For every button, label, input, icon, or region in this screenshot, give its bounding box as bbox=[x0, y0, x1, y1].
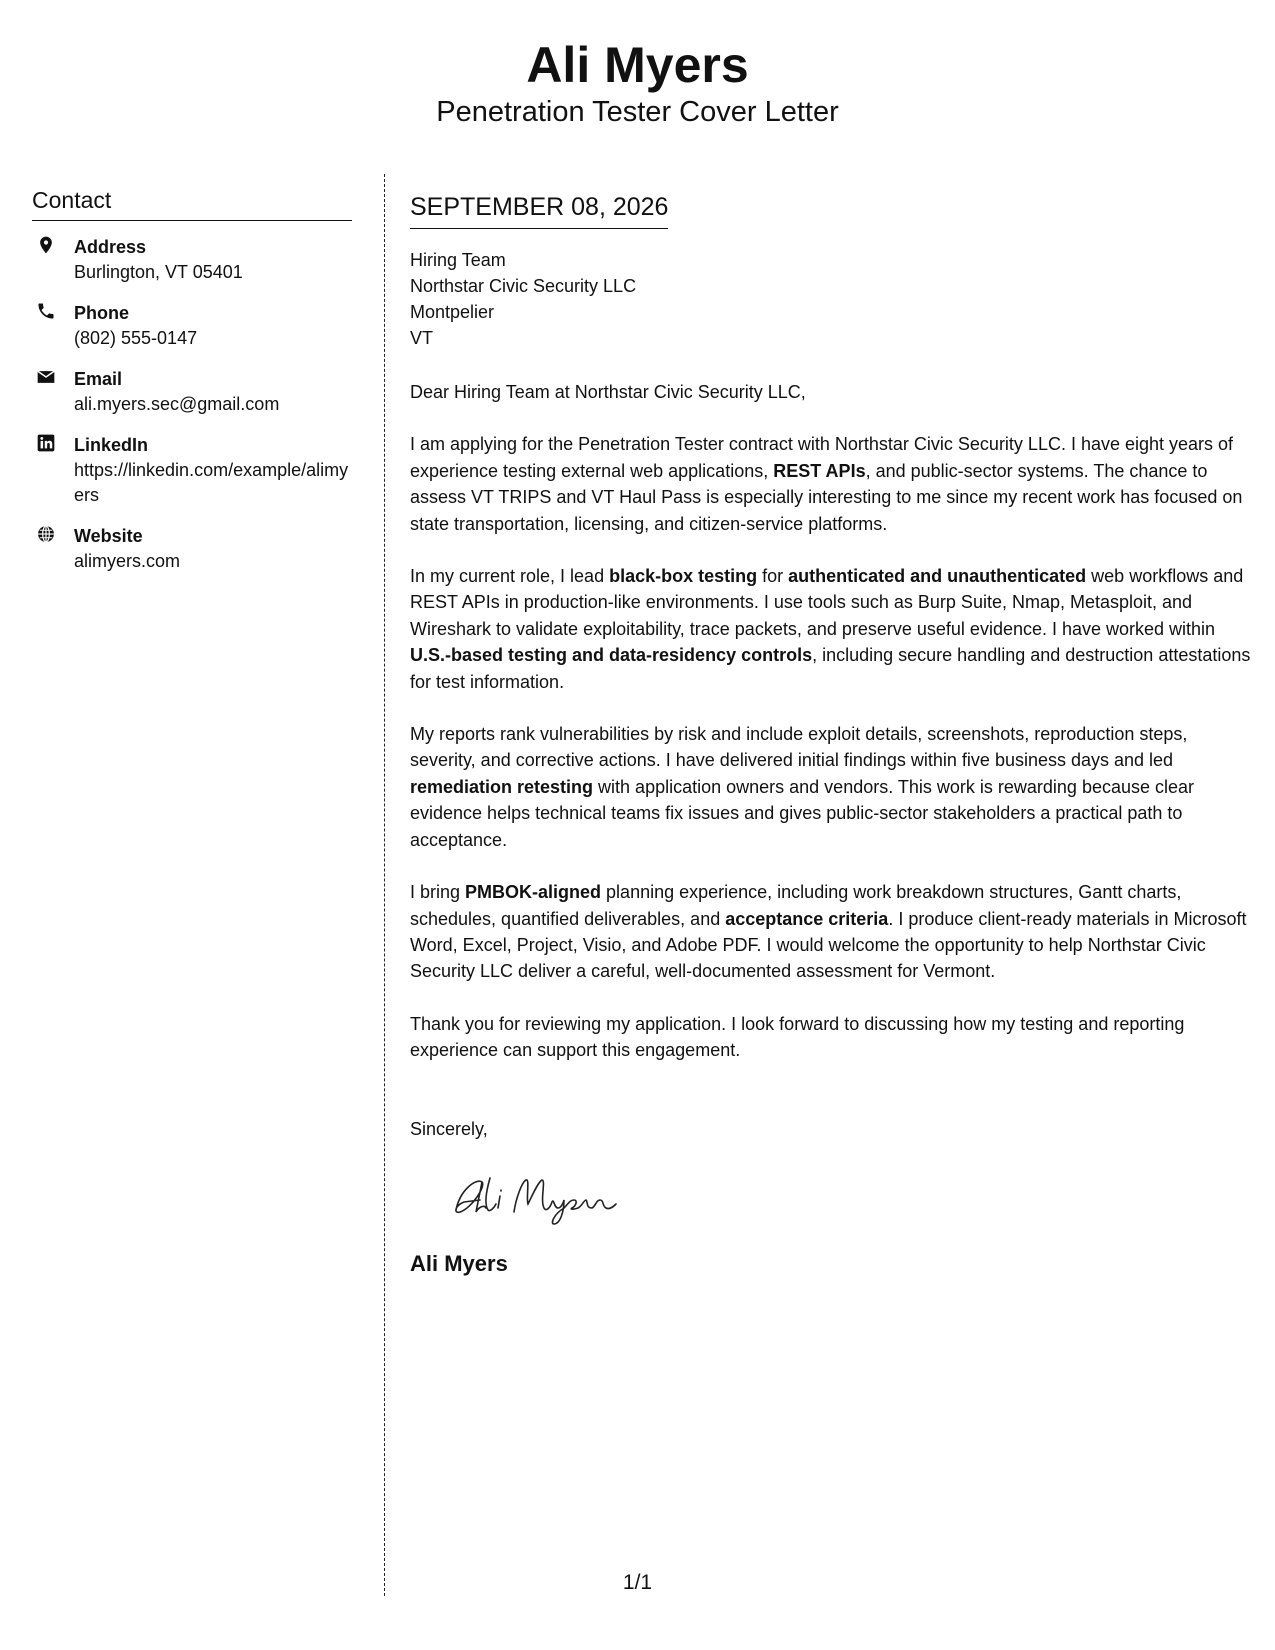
body-text: My reports rank vulnerabilities by risk and include exploit details, screenshots, reproduction steps, severity, and corrective actions. I have delivered initial findings within five business days and led bbox=[410, 724, 1188, 771]
body-text: for bbox=[757, 566, 789, 587]
body-text: I am applying for the Penetration Tester contract with Northstar Civic Security LLC. I have eight years of experience testing external web applications, bbox=[410, 434, 1234, 481]
recipient-line: Hiring Team bbox=[410, 250, 506, 270]
emphasis-text: authenticated and unauthenticated bbox=[788, 566, 1087, 587]
contact-item-email bbox=[32, 367, 352, 417]
map-pin-icon bbox=[36, 235, 58, 257]
contact-sidebar bbox=[32, 186, 352, 590]
contact-heading: Contact bbox=[32, 186, 352, 221]
body-text: with application owners and vendors. This work is rewarding because clear evidence helps technical teams fix issues and gives public-sector stakeholders a practical path to acceptance. bbox=[410, 776, 1195, 850]
body-text: Thank you for reviewing my application. I look forward to discussing how my testing and reporting experience can support this engagement. bbox=[410, 1013, 1185, 1061]
emphasis-text: remediation retesting bbox=[410, 776, 594, 797]
letter-header bbox=[0, 36, 1275, 130]
body-text: web workflows and REST APIs in production-like environments. I use tools such as Burp Suite, Nmap, Metasploit, and Wireshark to validate exploitability, trace packets, and preserve useful evidence. I have worked within bbox=[410, 566, 1244, 639]
contact-item-website bbox=[32, 524, 352, 574]
emphasis-text: REST APIs bbox=[773, 460, 866, 481]
column-divider bbox=[384, 174, 385, 1596]
letter-paragraphs bbox=[410, 431, 1255, 1063]
letter-greeting: Dear Hiring Team at Northstar Civic Security LLC, bbox=[410, 382, 806, 402]
contact-label: Phone bbox=[74, 303, 130, 323]
letter-paragraph bbox=[410, 1011, 1255, 1064]
body-text: , and public-sector systems. The chance to assess VT TRIPS and VT Haul Pass is especially interesting to me since my recent work has focused on state transportation, licensing, and citizen-service platforms. bbox=[410, 460, 1243, 534]
emphasis-text: black-box testing bbox=[609, 566, 758, 587]
contact-item-phone bbox=[32, 301, 352, 351]
contact-value-linkedin[interactable]: https://linkedin.com/example/alimyers bbox=[74, 460, 349, 505]
contact-value-address: Burlington, VT 05401 bbox=[74, 262, 243, 282]
contact-label: LinkedIn bbox=[74, 435, 149, 455]
contact-item-address bbox=[32, 235, 352, 285]
recipient-block bbox=[410, 247, 1255, 351]
letter-body bbox=[410, 192, 1255, 1278]
contact-label: Address bbox=[74, 237, 147, 257]
contact-value-email[interactable]: ali.myers.sec@gmail.com bbox=[74, 394, 280, 414]
body-text: , including secure handling and destruction attestations for test information. bbox=[410, 645, 1251, 692]
envelope-icon bbox=[36, 367, 58, 389]
applicant-name: Ali Myers bbox=[526, 37, 749, 93]
letter-paragraph bbox=[410, 879, 1255, 985]
contact-label: Website bbox=[74, 526, 143, 546]
letter-date: SEPTEMBER 08, 2026 bbox=[410, 192, 668, 229]
recipient-line: Montpelier bbox=[410, 302, 495, 322]
contact-value-website[interactable]: alimyers.com bbox=[74, 551, 181, 571]
globe-icon bbox=[36, 524, 58, 546]
signed-name: Ali Myers bbox=[410, 1250, 508, 1276]
recipient-line: Northstar Civic Security LLC bbox=[410, 276, 637, 296]
letter-closing: Sincerely, bbox=[410, 1118, 488, 1139]
contact-label: Email bbox=[74, 369, 123, 389]
letter-paragraph bbox=[410, 431, 1255, 537]
recipient-line: VT bbox=[410, 328, 434, 348]
contact-value-phone: (802) 555-0147 bbox=[74, 328, 198, 348]
emphasis-text: acceptance criteria bbox=[725, 908, 889, 929]
contact-item-linkedin bbox=[32, 433, 352, 508]
letter-paragraph bbox=[410, 563, 1255, 695]
phone-icon bbox=[36, 301, 58, 323]
body-text: . I produce client-ready materials in Microsoft Word, Excel, Project, Visio, and Adobe PDF. I would welcome the opportunity to help Northstar Civic Security LLC deliver a careful, well-documented assessment for Vermont. bbox=[410, 908, 1247, 982]
linkedin-icon bbox=[36, 433, 58, 455]
emphasis-text: PMBOK-aligned bbox=[465, 882, 602, 903]
handwritten-signature bbox=[446, 1168, 646, 1228]
page-number: 1/1 bbox=[622, 1571, 653, 1594]
body-text: planning experience, including work breakdown structures, Gantt charts, schedules, quantified deliverables, and bbox=[410, 882, 1182, 929]
document-subtitle: Penetration Tester Cover Letter bbox=[436, 96, 839, 128]
body-text: I bring bbox=[410, 882, 466, 903]
letter-paragraph bbox=[410, 721, 1255, 853]
body-text: In my current role, I lead bbox=[410, 566, 610, 587]
emphasis-text: U.S.-based testing and data-residency controls bbox=[410, 645, 813, 666]
